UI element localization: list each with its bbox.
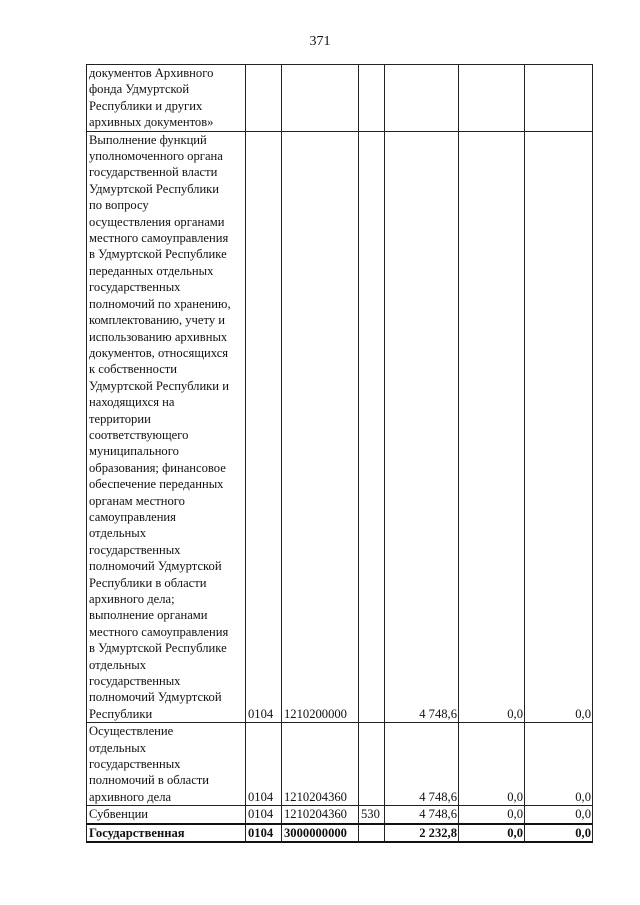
expense-type (359, 131, 385, 723)
target-code: 1210200000 (282, 131, 359, 723)
target-code (282, 65, 359, 132)
target-code: 3000000000 (282, 824, 359, 842)
target-code: 1210204360 (282, 723, 359, 806)
amount-cell-2: 0,0 (459, 131, 525, 723)
table-row-total (87, 824, 593, 842)
expense-type (359, 723, 385, 806)
amount-cell-2: 0,0 (459, 806, 525, 824)
amount-cell-2 (459, 65, 525, 132)
table-row (87, 65, 593, 132)
row-name: Осуществление отдельных государственных полномочий в области архивного дела (87, 723, 246, 806)
table-row (87, 131, 593, 723)
amount-cell: 4 748,6 (385, 723, 459, 806)
expense-type (359, 824, 385, 842)
amount-cell-3: 0,0 (525, 824, 593, 842)
table-row (87, 806, 593, 824)
amount-cell-2: 0,0 (459, 723, 525, 806)
amount-cell-3 (525, 65, 593, 132)
section-code: 0104 (246, 723, 282, 806)
amount-cell-3: 0,0 (525, 806, 593, 824)
amount-cell-3: 0,0 (525, 723, 593, 806)
amount-cell: 4 748,6 (385, 806, 459, 824)
section-code: 0104 (246, 131, 282, 723)
row-name: Государственная (87, 824, 246, 842)
page-number: 371 (309, 34, 331, 49)
target-code: 1210204360 (282, 806, 359, 824)
section-code (246, 65, 282, 132)
table-row (87, 723, 593, 806)
section-code: 0104 (246, 824, 282, 842)
amount-cell: 2 232,8 (385, 824, 459, 842)
amount-cell-2: 0,0 (459, 824, 525, 842)
row-name: Выполнение функций уполномоченного органа государственной власти Удмуртской Республики по вопросу осуществления органами местного самоуправления в Удмуртской Республике переданных отдельных государственных полномочий по хранению, комплектованию, учету и использованию архивных документов, относящихся к собственности Удмуртской Республики и находящихся на территории соответствующего муниципального образования; финансовое обеспечение переданных органам местного самоуправления отдельных государственных полномочий Удмуртской Республики в области архивного дела; выполнение органами местного самоуправления в Удмуртской Республике отдельных государственных полномочий Удмуртской Республики (87, 131, 246, 723)
section-code: 0104 (246, 806, 282, 824)
expense-type: 530 (359, 806, 385, 824)
amount-cell-3: 0,0 (525, 131, 593, 723)
row-name: Субвенции (87, 806, 246, 824)
amount-cell: 4 748,6 (385, 131, 459, 723)
budget-table (86, 64, 593, 843)
amount-cell (385, 65, 459, 132)
expense-type (359, 65, 385, 132)
row-name: документов Архивного фонда Удмуртской Республики и других архивных документов» (87, 65, 246, 132)
